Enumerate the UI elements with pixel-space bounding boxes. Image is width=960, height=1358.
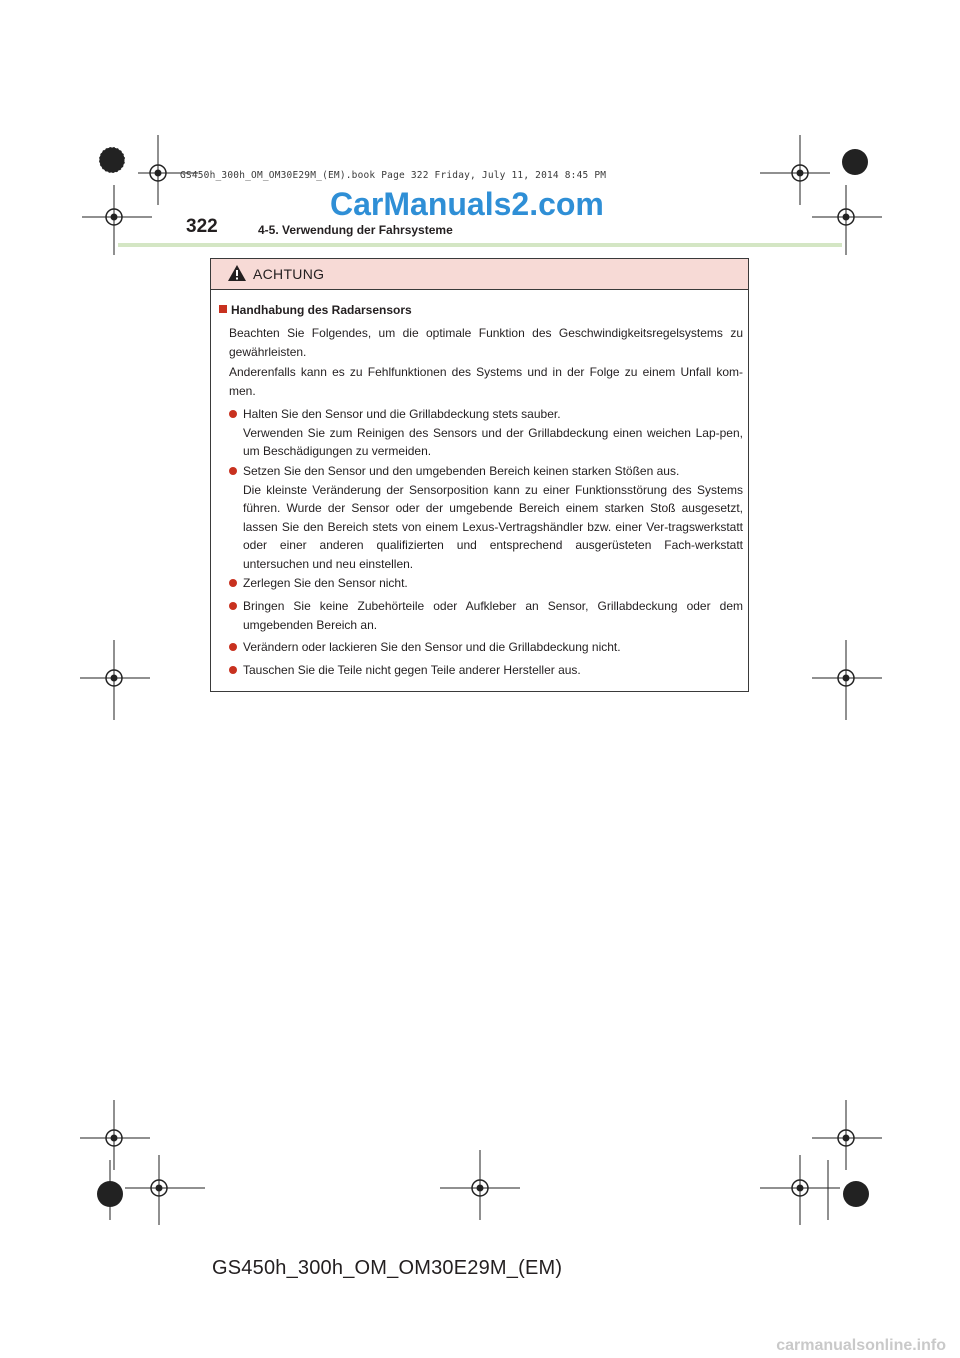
registration-mark-icon — [822, 1160, 882, 1220]
registration-mark-icon — [825, 132, 885, 192]
list-item: Bringen Sie keine Zubehörteile oder Aufkleber an Sensor, Grillabdeckung oder dem umgebenden Bereich an. — [229, 597, 743, 634]
registration-mark-icon — [82, 130, 142, 190]
footer-code: GS450h_300h_OM_OM30E29M_(EM) — [212, 1257, 563, 1279]
list-item: Verändern oder lackieren Sie den Sensor und die Grillabdeckung nicht. — [229, 638, 743, 657]
warning-heading: Handhabung des Radarsensors — [219, 303, 412, 317]
warning-label: ACHTUNG — [253, 266, 325, 282]
square-bullet-icon — [219, 305, 227, 313]
round-bullet-icon — [229, 579, 237, 587]
header-rule — [118, 243, 842, 247]
intro-paragraph-1: Beachten Sie Folgendes, um die optimale Funktion des Geschwindigkeitsregelsystems zu gewährleisten. — [229, 326, 743, 359]
registration-mark-icon — [812, 640, 882, 720]
list-item: Setzen Sie den Sensor und den umgebenden Bereich keinen starken Stößen aus. Die kleinste Veränderung der Sensorposition kann zu einer Funktionsstörung des Systems führen. Wurde der Sensor oder der umgebende Bereich einem starken Stoß ausgesetzt, lassen Sie den Bereich stets von einem Lexus-Vertragshändler bzw. einer Ver-tragswerkstatt oder einer anderen qualifizierten und entsprechend ausgerüsteten Fach-werkstatt untersuchen und neu einstellen. — [229, 462, 743, 573]
round-bullet-icon — [229, 467, 237, 475]
list-item: Tauschen Sie die Teile nicht gegen Teile anderer Hersteller aus. — [229, 661, 743, 680]
registration-mark-icon — [440, 1150, 520, 1220]
list-item: Halten Sie den Sensor und die Grillabdeckung stets sauber. Verwenden Sie zum Reinigen des Sensors und der Grillabdeckung einen weichen Lap-pen, um Beschädigungen zu vermeiden. — [229, 405, 743, 461]
watermark-top[interactable]: CarManuals2.com — [330, 186, 604, 222]
registration-mark-icon — [125, 1155, 205, 1225]
round-bullet-icon — [229, 602, 237, 610]
file-info: GS450h_300h_OM_OM30E29M_(EM).book Page 322 Friday, July 11, 2014 8:45 PM — [180, 170, 607, 181]
warning-header — [211, 259, 748, 290]
watermark-bottom[interactable]: carmanualsonline.info — [776, 1337, 946, 1354]
warning-triangle-icon — [227, 264, 247, 287]
round-bullet-icon — [229, 643, 237, 651]
list-item: Zerlegen Sie den Sensor nicht. — [229, 574, 743, 593]
round-bullet-icon — [229, 666, 237, 674]
intro-paragraph-2: Anderenfalls kann es zu Fehlfunktionen des Systems und in der Folge zu einem Unfall kom-men. — [229, 365, 743, 398]
page-number: 322 — [186, 216, 218, 237]
warning-box — [210, 258, 749, 692]
registration-mark-icon — [80, 640, 150, 720]
round-bullet-icon — [229, 410, 237, 418]
section-title: 4-5. Verwendung der Fahrsysteme — [258, 223, 453, 237]
